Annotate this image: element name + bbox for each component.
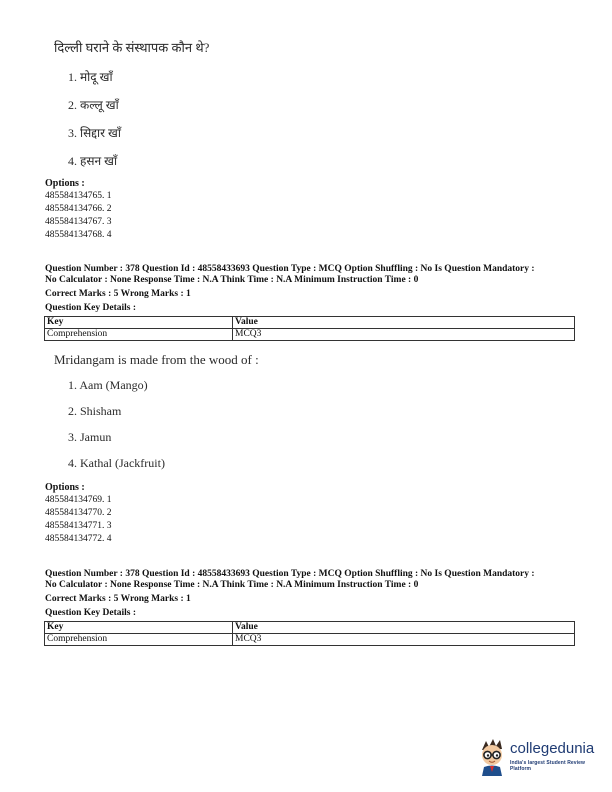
- question-1-text: दिल्ली घराने के संस्थापक कौन थे?: [54, 40, 210, 55]
- question-1-option-id-4: 485584134768. 4: [45, 230, 112, 240]
- table-header-key: Key: [45, 317, 233, 329]
- question-2-option-id-2: 485584134770. 2: [45, 508, 112, 518]
- question-1-option-4: 4. हसन खाँ: [68, 154, 118, 168]
- question-2-option-id-3: 485584134771. 3: [45, 521, 112, 531]
- question-1-option-id-3: 485584134767. 3: [45, 217, 112, 227]
- question-1-option-id-1: 485584134765. 1: [45, 191, 112, 201]
- question-2-option-4: 4. Kathal (Jackfruit): [68, 456, 165, 470]
- marks-line: Correct Marks : 5 Wrong Marks : 1: [45, 594, 191, 604]
- question-meta-line-2: No Calculator : None Response Time : N.A Think Time : N.A Minimum Instruction Time : 0: [45, 580, 419, 590]
- logo-tagline: India's largest Student Review Platform: [510, 760, 586, 772]
- question-key-table: [44, 621, 575, 646]
- marks-line: Correct Marks : 5 Wrong Marks : 1: [45, 289, 191, 299]
- question-2-option-3: 3. Jamun: [68, 430, 112, 444]
- question-key-table: [44, 316, 575, 341]
- table-header-row: [45, 317, 575, 329]
- table-row: [45, 634, 575, 646]
- table-cell-key: Comprehension: [45, 329, 233, 341]
- question-meta-line-1: Question Number : 378 Question Id : 48558433693 Question Type : MCQ Option Shuffling : No Is Question Mandatory :: [45, 264, 535, 274]
- table-header-row: [45, 622, 575, 634]
- question-1-option-1: 1. मोदू खाँ: [68, 70, 113, 84]
- question-key-details-label: Question Key Details :: [45, 608, 137, 618]
- table-cell-key: Comprehension: [45, 634, 233, 646]
- question-2-text: Mridangam is made from the wood of :: [54, 352, 259, 367]
- question-2-option-2: 2. Shisham: [68, 404, 122, 418]
- logo-wordmark: collegedunia: [510, 740, 595, 757]
- question-1-option-3: 3. सिद्दार खाँ: [68, 126, 121, 140]
- mascot-icon: [476, 738, 510, 776]
- question-meta-line-1: Question Number : 378 Question Id : 48558433693 Question Type : MCQ Option Shuffling : No Is Question Mandatory :: [45, 569, 535, 579]
- question-1-option-id-2: 485584134766. 2: [45, 204, 112, 214]
- table-cell-value: MCQ3: [233, 329, 575, 341]
- question-1-options-label: Options :: [45, 178, 85, 189]
- table-cell-value: MCQ3: [233, 634, 575, 646]
- question-2-option-id-1: 485584134769. 1: [45, 495, 112, 505]
- table-header-key: Key: [45, 622, 233, 634]
- table-header-value: Value: [233, 622, 575, 634]
- question-1-option-2: 2. कल्लू खाँ: [68, 98, 119, 112]
- question-2-option-1: 1. Aam (Mango): [68, 378, 148, 392]
- question-key-details-label: Question Key Details :: [45, 303, 137, 313]
- question-meta-line-2: No Calculator : None Response Time : N.A Think Time : N.A Minimum Instruction Time : 0: [45, 275, 419, 285]
- collegedunia-logo: [476, 738, 606, 778]
- question-2-options-label: Options :: [45, 482, 85, 493]
- question-2-option-id-4: 485584134772. 4: [45, 534, 112, 544]
- table-header-value: Value: [233, 317, 575, 329]
- table-row: [45, 329, 575, 341]
